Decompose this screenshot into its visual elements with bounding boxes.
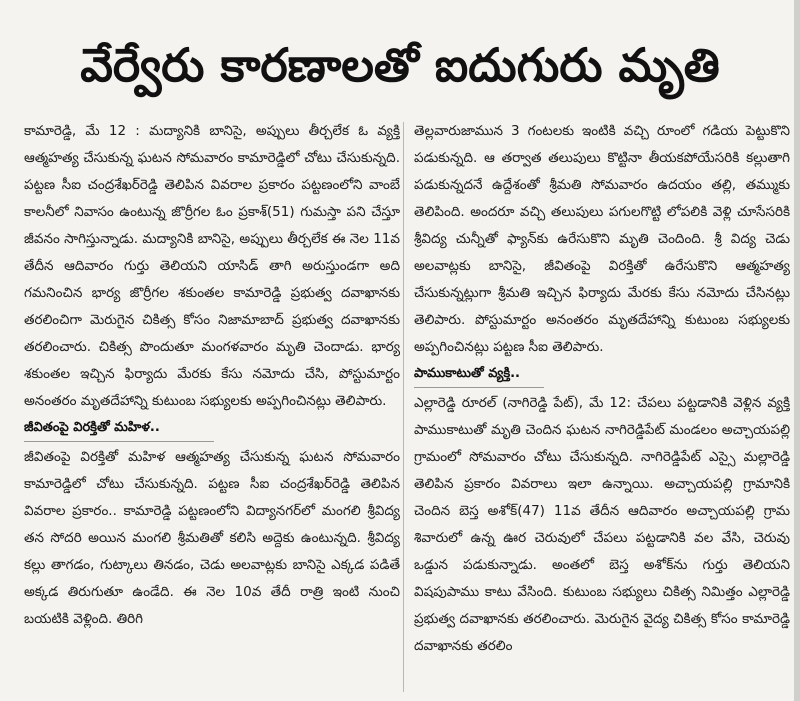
subhead-snakebite: పాముకాటుతో వ్యక్తి.. <box>414 363 544 388</box>
story-snakebite: ఎల్లారెడ్డి రూరల్ (నాగిరెడ్డి పేట్), మే 12: చేపలు పట్టడానికి వెళ్లిన వ్యక్తి పాముకాటుతో మృతి చెందిన ఘటన నాగిరెడ్డిపేట్ మండలం అచ్చాయపల్లి గ్రామంలో సోమవారం చోటు చేసుకున్నది. నాగిరెడ్డిపేట్ ఎస్సై మల్లారెడ్డి తెలిపిన ప్రకారం వివరాలు ఇలా ఉన్నాయి. అచ్చాయపల్లి గ్రామానికి చెందిన బెస్త అశోక్(47) 11వ తేదీన ఆదివారం అచ్చాయపల్లి గ్రామ శివారులో ఉన్న ఊర చెరువులో చేపలు పట్టడానికి వల వేసి, చెరువు ఒడ్డున పడుకున్నాడు. అంతలో బెస్త అశోక్‌ను గుర్తు తెలియని విషపుపాము కాటు వేసింది. కుటుంబ సభ్యులు చికిత్స నిమిత్తం ఎల్లారెడ్డి ప్రభుత్వ దవాఖానకు తరలించారు. మెరుగైన వైద్య చికిత్స కోసం కామారెడ్డి దవాఖానకు తరలిం <box>414 395 790 654</box>
story-woman-suicide-continued: తెల్లవారుజామున 3 గంటలకు ఇంటికి వచ్చి రూంలో గడియ పెట్టుకొని పడుకున్నది. ఆ తర్వాత తలుపులు కొట్టినా తీయకపోయేసరికి కల్లుతాగి పడుకున్నదనే ఉద్దేశంతో శ్రీమతి సోమవారం ఉదయం తల్లి, తమ్ముకు తెలిపింది. అందరూ వచ్చి తలుపులు పగులగొట్టి లోపలికి వెళ్లి చూసేసరికి శ్రీవిద్య చున్నీతో ఫ్యాన్‌కు ఉరేసుకొని మృతి చెందింది. శ్రీ విద్య చెడు అలవాట్లకు బానిసై, జీవితంపై విరక్తితో ఉరేసుకొని ఆత్మహత్య చేసుకున్నట్లుగా శ్రీమతి ఇచ్చిన ఫిర్యాదు మేరకు కేసు నమోదు చేసినట్లు తెలిపారు. పోస్టుమార్టం అనంతరం మృతదేహాన్ని కుటుంబ సభ్యులకు అప్పగించినట్లు పట్టణ సీఐ తెలిపారు. <box>414 123 790 355</box>
left-column <box>24 118 400 698</box>
headline: వేర్వేరు కారణాలతో ఐదుగురు మృతి <box>80 38 720 92</box>
right-column <box>414 118 790 698</box>
subhead-woman-suicide: జీవితంపై విరక్తితో మహిళ.. <box>24 417 214 442</box>
column-divider <box>403 122 404 692</box>
page-edge <box>794 0 800 701</box>
story-woman-suicide: జీవితంపై విరక్తితో మహిళ ఆత్మహత్య చేసుకున్న ఘటన సోమవారం కామారెడ్డిలో చోటు చేసుకున్నది. పట్టణ సీఐ చంద్రశేఖర్‌రెడ్డి తెలిపిన వివరాల ప్రకారం.. కామారెడ్డి పట్టణంలోని విద్యానగర్‌లో మంగలి శ్రీవిద్య తన సోదరి అయిన మంగలి శ్రీమతితో కలిసి అద్దెకు ఉంటున్నది. శ్రీవిద్య కల్లు తాగడం, గుట్కాలు తినడం, చెడు అలవాట్లకు బానిసై ఎక్కడ పడితే అక్కడ తిరుగుతూ ఉండేది. ఈ నెల 10వ తేదీ రాత్రి ఇంటి నుంచి బయటికి వెళ్లింది. తిరిగి <box>24 449 400 627</box>
story-acid-suicide: కామారెడ్డి, మే 12 : మద్యానికి బానిసై, అప్పులు తీర్చలేక ఓ వ్యక్తి ఆత్మహత్య చేసుకున్న ఘటన సోమవారం కామారెడ్డిలో చోటు చేసుకున్నది. పట్టణ సీఐ చంద్రశేఖర్‌రెడ్డి తెలిపిన వివరాల ప్రకారం పట్టణంలోని వాంబే కాలనీలో నివాసం ఉంటున్న జొర్రీగల ఓం ప్రకాశ్(51) గుమస్తా పని చేస్తూ జీవనం సాగిస్తున్నాడు. మద్యానికి బానిసై, అప్పులు తీర్చలేక ఈ నెల 11వ తేదీన ఆదివారం గుర్తు తెలియని యాసిడ్ తాగి అరుస్తుండగా అది గమనించిన భార్య జొర్రీగల శకుంతల కామారెడ్డి ప్రభుత్వ దవాఖానకు తరలించిగా మెరుగైన చికిత్స కోసం నిజామాబాద్ ప్రభుత్వ దవాఖానకు తరలించారు. చికిత్స పొందుతూ మంగళవారం మృతి చెందాడు. భార్య శకుంతల ఇచ్చిన ఫిర్యాదు మేరకు కేసు నమోదు చేసి, పోస్టుమార్టం అనంతరం మృతదేహాన్ని కుటుంబ సభ్యులకు అప్పగించినట్లు తెలిపారు. <box>24 123 400 409</box>
